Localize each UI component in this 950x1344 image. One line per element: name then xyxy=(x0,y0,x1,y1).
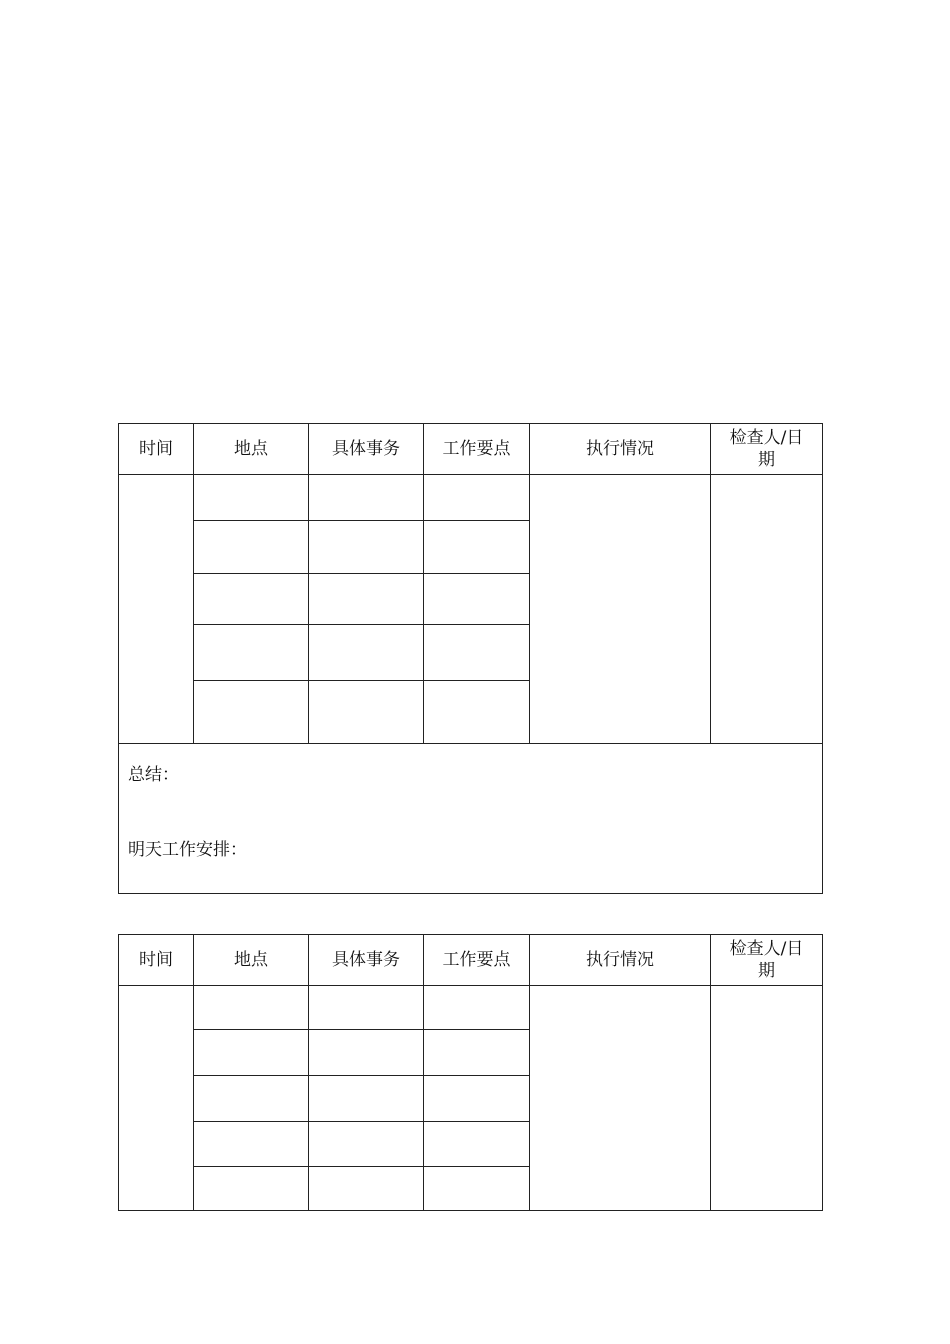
execution-cell[interactable] xyxy=(530,986,711,1211)
header-location: 地点 xyxy=(194,424,309,475)
header-key-points: 工作要点 xyxy=(424,424,530,475)
task-cell[interactable] xyxy=(309,1076,424,1122)
key-points-cell[interactable] xyxy=(424,1122,530,1167)
header-row xyxy=(119,935,823,986)
header-task: 具体事务 xyxy=(309,935,424,986)
header-checker-line2: 期 xyxy=(758,450,775,470)
header-task: 具体事务 xyxy=(309,424,424,475)
location-cell[interactable] xyxy=(194,574,309,625)
key-points-cell[interactable] xyxy=(424,521,530,574)
location-cell[interactable] xyxy=(194,681,309,744)
header-checker-line1: 检查人/日 xyxy=(729,428,804,448)
time-cell[interactable] xyxy=(119,475,194,744)
header-execution: 执行情况 xyxy=(530,935,711,986)
key-points-cell[interactable] xyxy=(424,1167,530,1211)
header-time: 时间 xyxy=(119,424,194,475)
task-cell[interactable] xyxy=(309,521,424,574)
task-cell[interactable] xyxy=(309,1122,424,1167)
header-checker-line2: 期 xyxy=(758,961,775,981)
table-row xyxy=(119,475,823,521)
header-checker-date xyxy=(711,424,823,475)
header-execution: 执行情况 xyxy=(530,424,711,475)
header-checker-line1: 检查人/日 xyxy=(729,939,804,959)
task-cell[interactable] xyxy=(309,1167,424,1211)
task-cell[interactable] xyxy=(309,475,424,521)
time-cell[interactable] xyxy=(119,986,194,1211)
daily-plan-table-1 xyxy=(118,423,823,894)
summary-row xyxy=(119,744,823,894)
task-cell[interactable] xyxy=(309,574,424,625)
execution-cell[interactable] xyxy=(530,475,711,744)
location-cell[interactable] xyxy=(194,1030,309,1076)
summary-cell[interactable] xyxy=(119,744,823,894)
location-cell[interactable] xyxy=(194,475,309,521)
header-location: 地点 xyxy=(194,935,309,986)
tomorrow-plan-label: 明天工作安排： xyxy=(128,840,247,860)
task-cell[interactable] xyxy=(309,1030,424,1076)
key-points-cell[interactable] xyxy=(424,1076,530,1122)
header-key-points: 工作要点 xyxy=(424,935,530,986)
key-points-cell[interactable] xyxy=(424,625,530,681)
task-cell[interactable] xyxy=(309,625,424,681)
location-cell[interactable] xyxy=(194,986,309,1030)
key-points-cell[interactable] xyxy=(424,574,530,625)
checker-date-cell[interactable] xyxy=(711,475,823,744)
summary-label: 总结： xyxy=(128,765,179,785)
location-cell[interactable] xyxy=(194,1167,309,1211)
header-time: 时间 xyxy=(119,935,194,986)
header-checker-date xyxy=(711,935,823,986)
location-cell[interactable] xyxy=(194,1122,309,1167)
daily-plan-table-2 xyxy=(118,934,823,1211)
key-points-cell[interactable] xyxy=(424,986,530,1030)
location-cell[interactable] xyxy=(194,1076,309,1122)
location-cell[interactable] xyxy=(194,625,309,681)
location-cell[interactable] xyxy=(194,521,309,574)
key-points-cell[interactable] xyxy=(424,681,530,744)
key-points-cell[interactable] xyxy=(424,1030,530,1076)
table-row xyxy=(119,986,823,1030)
header-row xyxy=(119,424,823,475)
task-cell[interactable] xyxy=(309,986,424,1030)
checker-date-cell[interactable] xyxy=(711,986,823,1211)
key-points-cell[interactable] xyxy=(424,475,530,521)
task-cell[interactable] xyxy=(309,681,424,744)
